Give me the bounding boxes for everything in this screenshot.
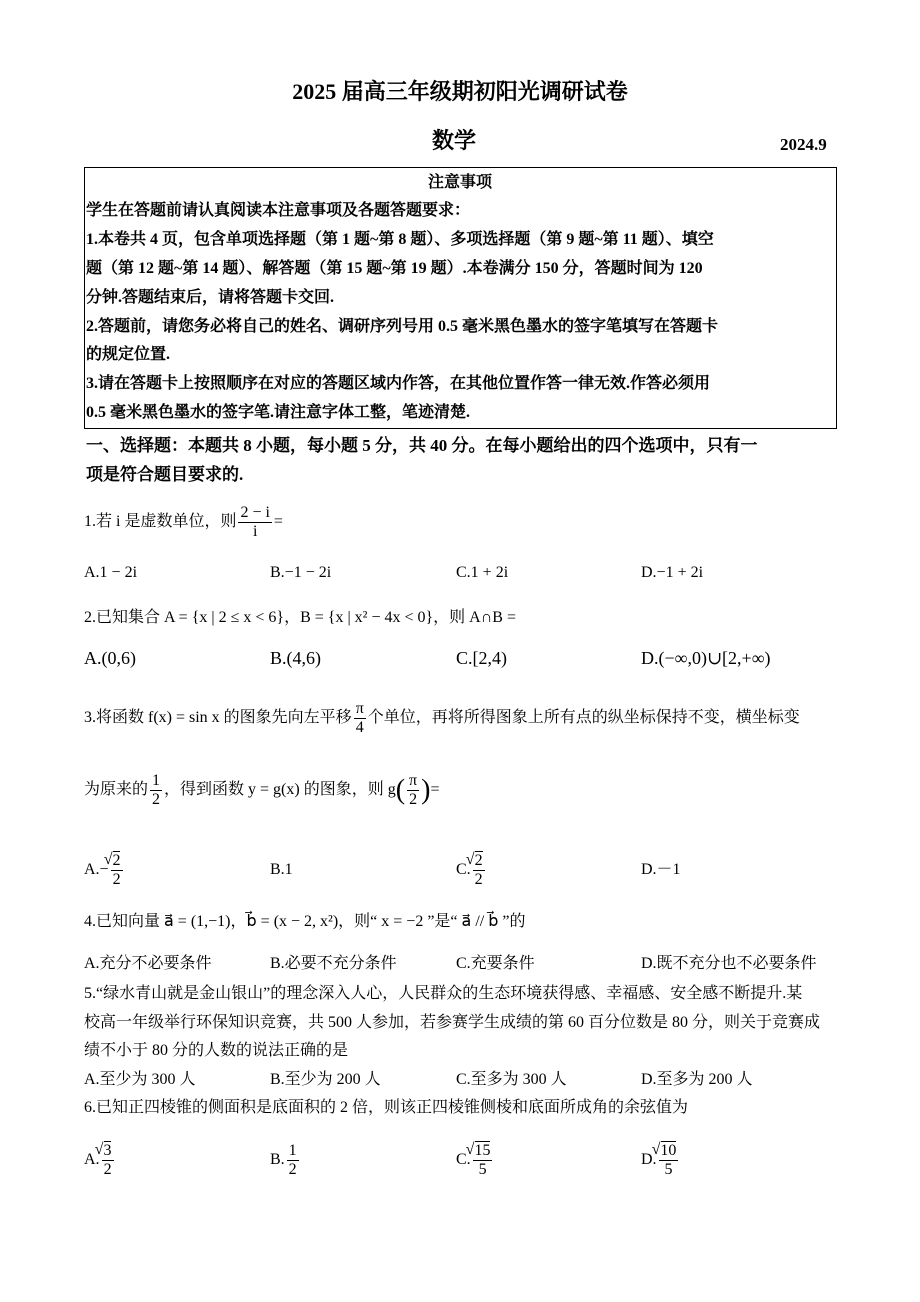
question-5: 5.“绿水青山就是金山银山”的理念深入人心，人民群众的生态环境获得感、幸福感、安全感不断提升.某 <box>84 985 803 1002</box>
q3-text: 为原来的 <box>84 781 149 798</box>
exam-date: 2024.9 <box>780 135 827 154</box>
q4-option-a: A.充分不必要条件 <box>84 955 212 972</box>
q4-option-c: C.充要条件 <box>456 955 535 972</box>
notice-line: 3.请在答题卡上按照顺序在对应的答题区域内作答，在其他位置作答一律无效.作答必须用 <box>86 375 711 392</box>
q6-option-d <box>641 1140 680 1180</box>
q4-option-d: D.既不充分也不必要条件 <box>641 955 817 972</box>
q6-option-c <box>456 1140 494 1180</box>
q1-option-d: D.−1 + 2i <box>641 564 704 581</box>
q3-option-c <box>456 850 487 890</box>
q5-option-b: B.至少为 200 人 <box>270 1071 381 1088</box>
q1-fraction <box>238 504 271 541</box>
denominator: 4 <box>355 718 364 736</box>
q1-option-c: C.1 + 2i <box>456 564 509 581</box>
option-label: A.− <box>84 861 109 878</box>
numerator: π <box>409 771 418 789</box>
question-6: 6.已知正四棱锥的侧面积是底面积的 2 倍，则该正四棱锥侧棱和底面所成角的余弦值为 <box>84 1099 689 1116</box>
q3-text: 3.将函数 f(x) = sin x 的图象先向左平移 <box>84 709 352 726</box>
numerator: √ 15 <box>475 1141 491 1159</box>
numerator: √ 2 <box>113 851 121 869</box>
q3-text: ，得到函数 y = g(x) 的图象，则 g <box>164 781 396 798</box>
numerator: 1 <box>152 771 161 789</box>
notice-line: 1.本卷共 4 页，包含单项选择题（第 1 题~第 8 题）、多项选择题（第 9 题~第 11 题）、填空 <box>86 231 714 248</box>
q1-option-b: B.−1 − 2i <box>270 564 332 581</box>
question-1 <box>84 502 283 542</box>
q3-fraction <box>150 772 162 809</box>
subject: 数学 <box>432 128 477 153</box>
q6-option-a <box>84 1140 116 1180</box>
numerator: 1 <box>288 1141 297 1159</box>
section-heading: 一、选择题：本题共 8 小题，每小题 5 分，共 40 分。在每小题给出的四个选项中，只有一 <box>86 436 758 455</box>
section-heading: 项是符合题目要求的. <box>86 465 244 484</box>
q3-text: = <box>430 781 440 798</box>
notice-line: 0.5 毫米黑色墨水的签字笔.请注意字体工整，笔迹清楚. <box>86 404 471 421</box>
q2-option-a: A.(0,6) <box>84 648 136 668</box>
option-label: C. <box>456 1151 471 1168</box>
q3-option-a <box>84 850 125 890</box>
option-label: A. <box>84 1151 100 1168</box>
denominator: 2 <box>409 790 418 808</box>
question-2: 2.已知集合 A = {x | 2 ≤ x < 6}，B = {x | x² − 4x < 0}，则 A∩B = <box>84 609 516 626</box>
q2-option-b: B.(4,6) <box>270 648 321 668</box>
q6-option-b <box>270 1140 301 1180</box>
numerator: √ 10 <box>661 1141 677 1159</box>
denominator: 2 <box>103 1160 112 1178</box>
question-5: 校高一年级举行环保知识竞赛，共 500 人参加，若参赛学生成绩的第 60 百分位数是 80 分，则关于竞赛成 <box>84 1014 821 1031</box>
denominator: 2 <box>152 790 161 808</box>
question-4: 4.已知向量 a⃗ = (1,−1)，b⃗ = (x − 2, x²)，则“ x = −2 ”是“ a⃗ // b⃗ ”的 <box>84 913 526 930</box>
q3-text: 个单位，再将所得图象上所有点的纵坐标保持不变，横坐标变 <box>367 709 800 726</box>
numerator: √ 3 <box>104 1141 112 1159</box>
denominator: 2 <box>288 1160 297 1178</box>
q3-fraction <box>354 700 366 737</box>
notice-line: 分钟.答题结束后，请将答题卡交回. <box>86 289 335 306</box>
question-3 <box>84 698 800 738</box>
q3-fraction <box>407 772 419 809</box>
notice-heading: 注意事项 <box>427 174 492 191</box>
q5-option-d: D.至多为 200 人 <box>641 1071 753 1088</box>
question-5: 绩不小于 80 分的人数的说法正确的是 <box>84 1042 349 1059</box>
notice-line: 题（第 12 题~第 14 题）、解答题（第 15 题~第 19 题）.本卷满分 150 分，答题时间为 120 <box>86 260 703 277</box>
q5-option-a: A.至少为 300 人 <box>84 1071 196 1088</box>
q3-option-b: B.1 <box>270 861 293 878</box>
option-label: C. <box>456 861 471 878</box>
option-label: B. <box>270 1151 285 1168</box>
q4-option-b: B.必要不充分条件 <box>270 955 397 972</box>
notice-line: 学生在答题前请认真阅读本注意事项及各题答题要求： <box>86 202 471 219</box>
q1-suffix: = <box>273 513 283 530</box>
q5-option-c: C.至多为 300 人 <box>456 1071 567 1088</box>
numerator: π <box>355 699 364 717</box>
denominator: 2 <box>112 870 121 888</box>
exam-title: 2025 届高三年级期初阳光调研试卷 <box>292 79 628 104</box>
denominator: 2 <box>474 870 483 888</box>
q1-text: 1.若 i 是虚数单位，则 <box>84 513 237 530</box>
q1-option-a: A.1 − 2i <box>84 564 138 581</box>
q2-option-d: D.(−∞,0)∪[2,+∞) <box>641 648 771 668</box>
option-label: D. <box>641 1151 657 1168</box>
q2-option-c: C.[2,4) <box>456 648 507 668</box>
notice-line: 2.答题前，请您务必将自己的姓名、调研序列号用 0.5 毫米黑色墨水的签字笔填写在答题卡 <box>86 318 719 335</box>
q3-option-d: D.－1 <box>641 861 681 878</box>
denominator: i <box>252 522 258 540</box>
denominator: 5 <box>664 1160 673 1178</box>
question-3-line-2: 为原来的 $\frac{1}{2}$ ，得到函数 y = g(x) 的图象，则 g( $\frac{\pi}{2}$ )= <box>84 771 440 808</box>
denominator: 5 <box>478 1160 487 1178</box>
numerator: 2 − i <box>240 503 270 521</box>
numerator: √ 2 <box>475 851 483 869</box>
notice-line: 的规定位置. <box>86 346 171 363</box>
